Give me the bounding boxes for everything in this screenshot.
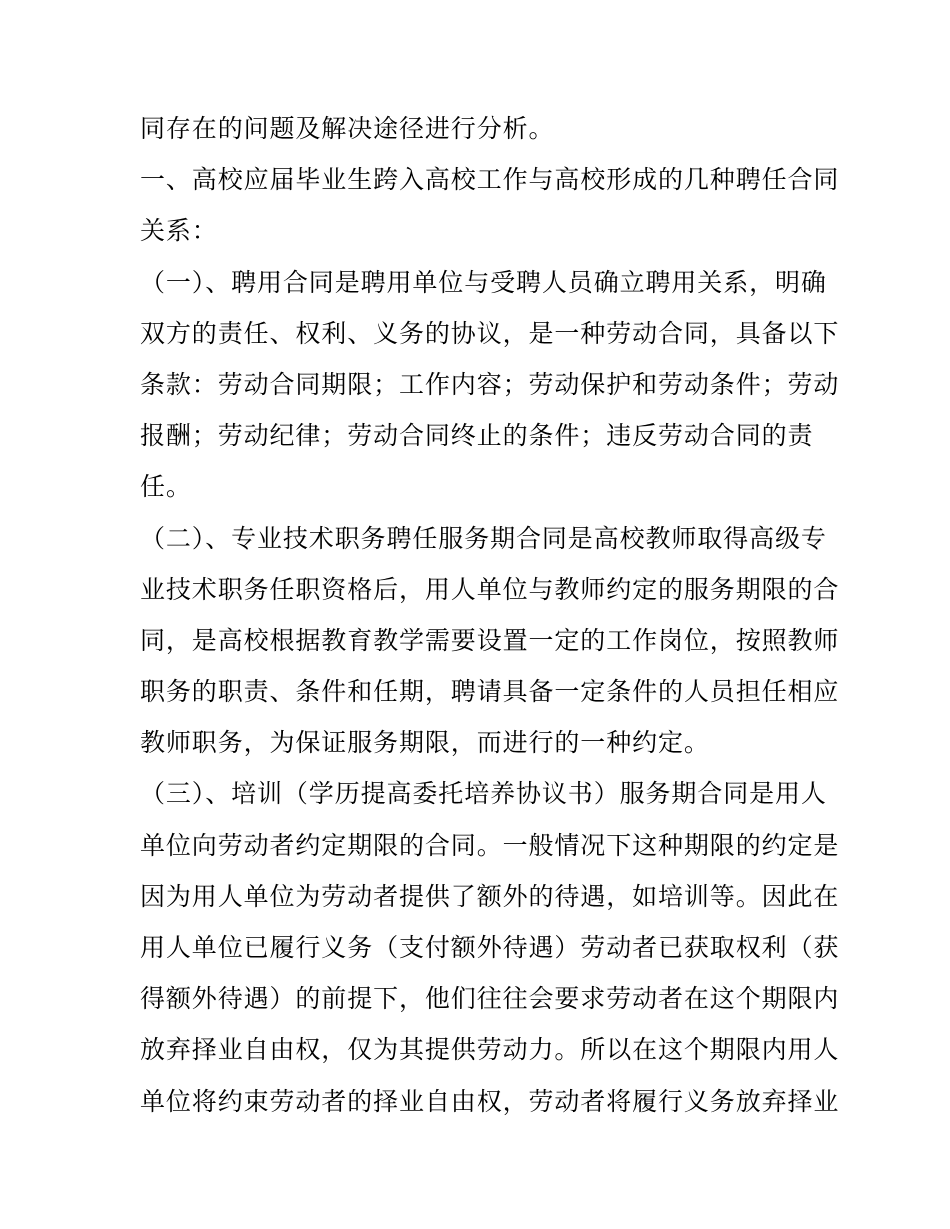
text-line: 业技术职务任职资格后，用人单位与教师约定的服务期限的合 (140, 574, 840, 604)
text-line: 双方的责任、权利、义务的协议，是一种劳动合同，具备以下 (140, 318, 840, 348)
text-line: 报酬；劳动纪律；劳动合同终止的条件；违反劳动合同的责 (140, 421, 814, 451)
text-line: 因为用人单位为劳动者提供了额外的待遇，如培训等。因此在 (140, 881, 840, 911)
text-line: （一）、聘用合同是聘用单位与受聘人员确立聘用关系，明确 (140, 267, 827, 297)
section-heading-line: 一、高校应届毕业生跨入高校工作与高校形成的几种聘任合同 (140, 165, 840, 195)
text-line: 同，是高校根据教育教学需要设置一定的工作岗位，按照教师 (140, 625, 840, 655)
text-line: （二）、专业技术职务聘任服务期合同是高校教师取得高级专 (140, 523, 827, 553)
text-line: 单位向劳动者约定期限的合同。一般情况下这种期限的约定是 (140, 830, 840, 860)
section-heading-line: 关系： (140, 216, 218, 246)
document-body (140, 103, 840, 1127)
text-line: 同存在的问题及解决途径进行分析。 (140, 114, 555, 143)
text-line: 单位将约束劳动者的择业自由权，劳动者将履行义务放弃择业 (140, 1086, 840, 1116)
text-line: 教师职务，为保证服务期限，而进行的一种约定。 (140, 728, 710, 758)
text-line: 用人单位已履行义务（支付额外待遇）劳动者已获取权利（获 (140, 933, 840, 962)
text-line: 放弃择业自由权，仅为其提供劳动力。所以在这个期限内用人 (140, 1035, 840, 1065)
text-line: 任。 (140, 472, 192, 502)
text-line: （三）、培训（学历提高委托培养协议书）服务期合同是用人 (140, 779, 827, 809)
text-line: 条款：劳动合同期限；工作内容；劳动保护和劳动条件；劳动 (140, 369, 840, 399)
text-line: 职务的职责、条件和任期，聘请具备一定条件的人员担任相应 (140, 677, 840, 707)
text-line: 得额外待遇）的前提下，他们往往会要求劳动者在这个期限内 (140, 984, 840, 1014)
